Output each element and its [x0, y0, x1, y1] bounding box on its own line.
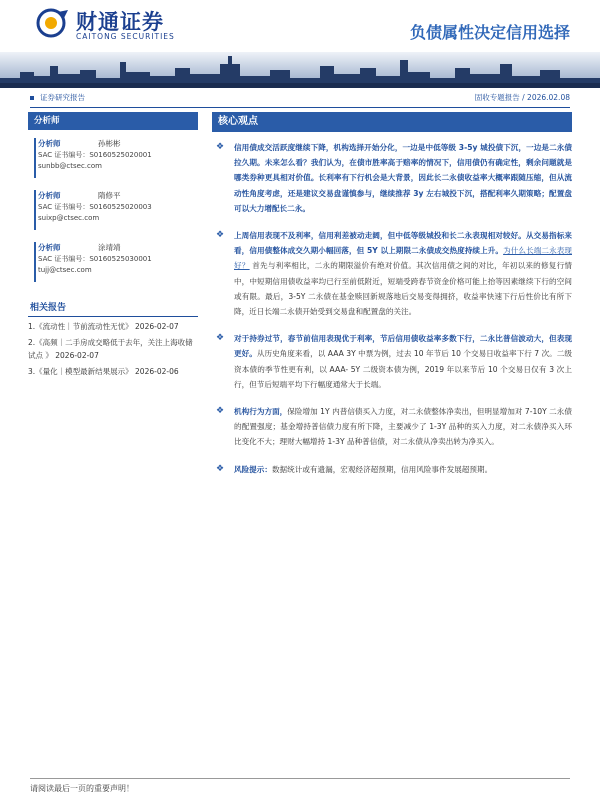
diamond-bullet-icon: ❖ — [216, 142, 225, 152]
analyst-card — [28, 138, 198, 182]
report-category-date: 固收专题报告 / 2026.02.08 — [474, 93, 570, 102]
diamond-bullet-icon: ❖ — [216, 463, 225, 474]
analyst-name: 孙彬彬 — [98, 139, 121, 148]
key-point-bold: 对于持券过节，春节前信用表现优于利率，节后信用债收益率多数下行，二永比普信波动大，但表现更好。 — [234, 334, 572, 359]
key-point — [212, 140, 572, 216]
meta-row — [30, 92, 570, 106]
key-point-text: 从历史角度来看，以 AAA 3Y 中票为例，过去 10 年节后 10 个交易日收益率下行 7 次。二级资本债的季节性更有利，以 AAA- 5Y 二级资本债为例，2019 年以来节后 10 个交易日仅有 3 次上行，但节后短端平均下行幅度通常大于长端。 — [234, 349, 572, 389]
analyst-name: 隋修平 — [98, 191, 121, 200]
analyst-card — [28, 190, 198, 234]
inline-question-link[interactable]: 为什么长端二永表现好？ — [234, 246, 572, 271]
city-skyline-banner — [0, 52, 600, 88]
related-reports-title: 相关报告 — [30, 303, 67, 313]
key-point-bold: 上周信用表现不及利率，信用利差被动走阔，但中低等级城投和长二永表现相对较好。从交易指标来看，信用债整体成交久期小幅回落，但 5Y 以上期限二永债成交热度持续上升。 — [234, 231, 572, 256]
divider — [30, 107, 570, 108]
key-point-text: 首先与利率相比，二永的期限溢价有绝对价值。其次信用债之间的对比，年初以来的修复行情中，中短期信用债收益率均已行至前低附近，短端受跨春节资金价格可能上抬等因素继续下行的空间或有限。最后，3-5Y 二永债在基金赎回新规落地后交易变得拥挤，收益率快速下行后性价比有所下降，近日长端二永债开始受到交易盘和配置盘的关注。 — [234, 261, 572, 317]
analyst-email[interactable]: tujj@ctsec.com — [38, 266, 92, 274]
key-point — [212, 228, 572, 319]
square-bullet-icon — [30, 96, 34, 100]
disclaimer-notice: 请阅读最后一页的重要声明！ — [30, 784, 134, 793]
main-content — [212, 112, 572, 477]
diamond-bullet-icon: ❖ — [216, 406, 225, 417]
risk-text: 数据统计或有遗漏，宏观经济超预期，信用风险事件发展超预期。 — [271, 464, 493, 474]
page-header — [0, 0, 600, 88]
report-type: 证券研究报告 — [30, 92, 85, 103]
key-point-bold: 机构行为方面， — [234, 407, 288, 417]
logo-text: 财通证券 — [76, 10, 164, 34]
core-views-heading: 核心观点 — [212, 112, 572, 132]
analyst-email[interactable]: suixp@ctsec.com — [38, 214, 100, 222]
key-point — [212, 331, 572, 392]
diamond-bullet-icon: ❖ — [216, 333, 225, 344]
risk-label: 风险提示： — [234, 464, 272, 474]
analyst-email[interactable]: sunbb@ctsec.com — [38, 162, 102, 170]
key-point-bold: 信用债成交活跃度继续下降，机构选择开始分化，一边是中低等级 3-5y 城投债下沉，一边是二永债拉久期。未来怎么看？我们认为，在债市胜率高于赔率的情况下，信用债仍有确定性，剩余问题就是哪类券种更具相对价值。长利率有下行机会是大背景，因此长二永债收益率大概率跟随压缩，但从流动性角度考虑，还是建议交易盘谨慎参与，继续推荐 3y 左右城投下沉，搭配利率久期策略；配置盘可以大力增配长二永。 — [234, 143, 572, 213]
caitong-logo-icon — [36, 8, 70, 38]
diamond-bullet-icon: ❖ — [216, 230, 225, 241]
key-point-text: 保险增加 1Y 内普信债买入力度，对二永债整体净卖出，但明显增加对 7-10Y 二永债的配置强度；基金增持普信债力度有所下降，主要减少了 1-3Y 品种的买入力度，对二永债净买入环比变化不大；理财大幅增持 1-3Y 品种普信债，对二永债从净卖出转为净买入。 — [234, 407, 572, 447]
related-report-link[interactable]: 3.《量化｜模型最新结果展示》 2026-02-06 — [28, 367, 179, 376]
report-title: 负债属性决定信用选择 — [409, 23, 570, 42]
analyst-cert: SAC 证书编号：S0160525030001 — [38, 255, 152, 263]
related-report-link[interactable]: 1.《流动性｜节前流动性无忧》 2026-02-07 — [28, 322, 179, 331]
accent-bar — [34, 242, 36, 282]
related-report-link[interactable]: 2.《高频｜二手房成交略低于去年，关注上海收储试点 》 2026-02-07 — [28, 338, 193, 360]
analyst-role: 分析师 — [38, 243, 61, 252]
analyst-name: 涂靖靖 — [98, 243, 121, 252]
key-point — [212, 404, 572, 450]
divider — [28, 316, 198, 317]
analyst-role: 分析师 — [38, 191, 61, 200]
sidebar — [28, 112, 198, 378]
analyst-role: 分析师 — [38, 139, 61, 148]
analyst-cert: SAC 证书编号：S0160525020001 — [38, 151, 152, 159]
risk-warning — [212, 462, 572, 477]
footer-divider — [30, 778, 570, 779]
analyst-cert: SAC 证书编号：S0160525020003 — [38, 203, 152, 211]
analyst-card — [28, 242, 198, 286]
accent-bar — [34, 190, 36, 230]
analyst-section-header: 分析师 — [28, 112, 198, 130]
accent-bar — [34, 138, 36, 178]
logo-subtext: CAITONG SECURITIES — [76, 32, 175, 41]
